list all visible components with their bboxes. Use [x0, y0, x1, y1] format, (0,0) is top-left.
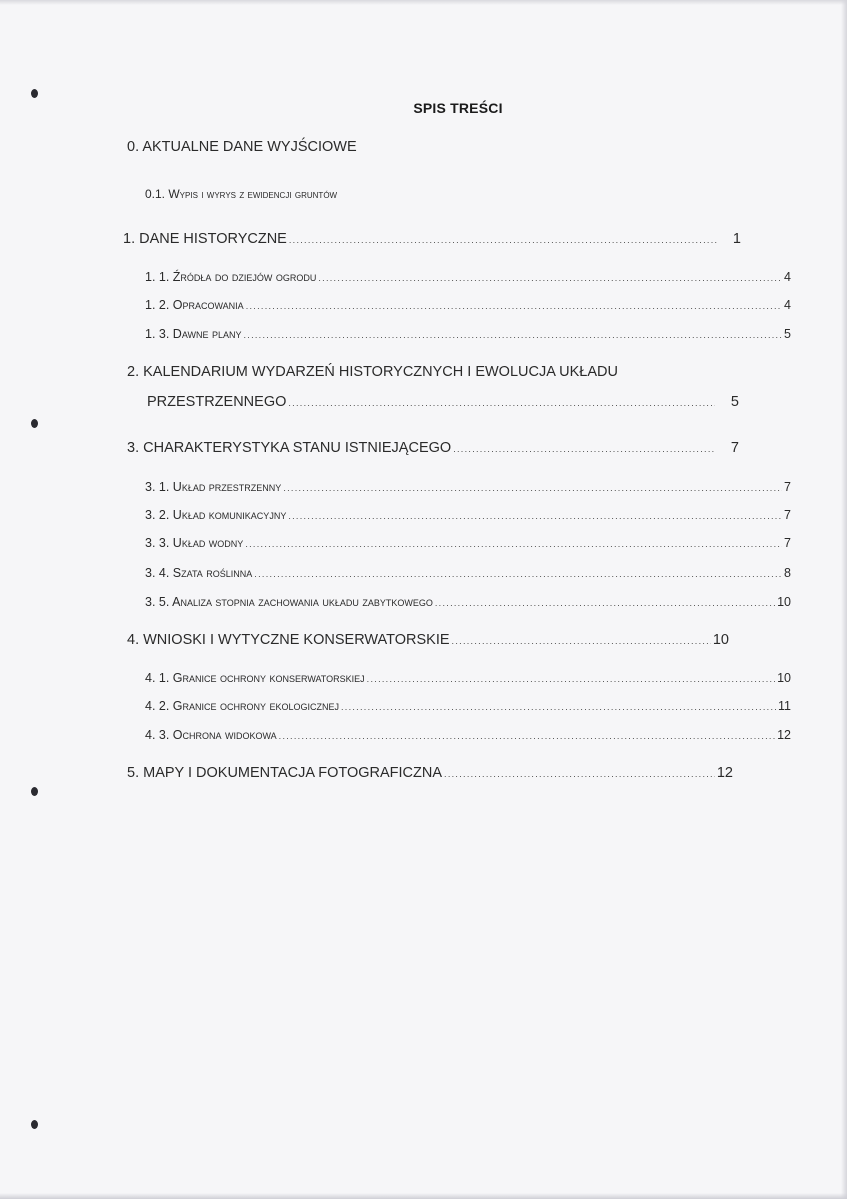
toc-leader-dots: [243, 330, 782, 340]
toc-leader-dots: [367, 674, 775, 684]
toc-page-number: 7: [784, 480, 791, 494]
toc-entry-section-4-3: [145, 728, 791, 742]
toc-entry-text: 1. 2. Opracowania: [145, 298, 244, 312]
toc-page-number: 10: [712, 632, 729, 648]
toc-leader-dots: [318, 273, 782, 283]
toc-page-number: 4: [784, 270, 791, 284]
toc-leader-dots: [435, 598, 775, 608]
toc-entry-text: 5. MAPY I DOKUMENTACJA FOTOGRAFICZNA: [127, 765, 443, 781]
toc-leader-dots: [288, 511, 782, 521]
toc-entry-text: 3. 5. Analiza stopnia zachowania układu zabytkowego: [145, 595, 433, 609]
page-title: SPIS TREŚCI: [413, 100, 503, 116]
toc-page-number: 12: [777, 728, 791, 742]
toc-page-number: 10: [777, 671, 791, 685]
toc-entry-text: 3. 2. Układ komunikacyjny: [145, 508, 287, 522]
toc-page-number: 10: [777, 595, 791, 609]
toc-entry-section-3-5: [145, 595, 791, 609]
toc-entry-section-3-4: [145, 566, 791, 580]
scan-edge-bottom: [0, 1193, 847, 1199]
toc-entry-text: 1. 3. Dawne plany: [145, 327, 242, 341]
toc-entry-text: 4. 3. Ochrona widokowa: [145, 728, 277, 742]
toc-page-number: 7: [730, 440, 739, 456]
punch-hole-mark: [31, 787, 38, 796]
toc-page-number: 12: [716, 765, 733, 781]
toc-entry-text: 3. 1. Układ przestrzenny: [145, 480, 282, 494]
toc-leader-dots: [246, 301, 782, 311]
toc-entry-section-1-2: [145, 298, 791, 312]
toc-entry-section-3: [127, 440, 739, 456]
scan-edge-right: [841, 0, 847, 1199]
toc-entry-text: 1. DANE HISTORYCZNE: [123, 231, 287, 247]
toc-entry-section-1-3: [145, 327, 791, 341]
toc-entry-text: 0. AKTUALNE DANE WYJŚCIOWE: [127, 139, 357, 155]
toc-entry-section-1: [123, 231, 741, 247]
toc-entry-section-3-2: [145, 508, 791, 522]
toc-entry-text: 4. WNIOSKI I WYTYCZNE KONSERWATORSKIE: [127, 632, 450, 648]
toc-page-number: 11: [778, 699, 791, 713]
toc-entry-section-4-2: [145, 699, 791, 713]
toc-page-number: 5: [730, 394, 739, 410]
toc-entry-section-2-cont: [147, 394, 739, 410]
toc-entry-section-2: [127, 364, 618, 380]
toc-entry-text: 1. 1. Źródła do dziejów ogrodu: [145, 270, 317, 284]
toc-entry-section-5: [127, 765, 733, 781]
toc-entry-text: 3. CHARAKTERYSTYKA STANU ISTNIEJĄCEGO: [127, 440, 452, 456]
scan-edge-top: [0, 0, 847, 5]
toc-leader-dots: [452, 636, 711, 646]
toc-leader-dots: [453, 444, 715, 454]
toc-page-number: 4: [784, 298, 791, 312]
toc-leader-dots: [289, 235, 717, 245]
toc-page-number: 7: [784, 508, 791, 522]
punch-hole-mark: [31, 1120, 38, 1129]
toc-entry-text: 3. 3. Układ wodny: [145, 536, 244, 550]
punch-hole-mark: [31, 419, 38, 428]
toc-entry-section-3-3: [145, 536, 791, 550]
toc-leader-dots: [341, 702, 776, 712]
toc-entry-section-0: [127, 139, 357, 155]
toc-page-number: 7: [784, 536, 791, 550]
toc-entry-section-1-1: [145, 270, 791, 284]
toc-page-number: 1: [732, 231, 741, 247]
toc-leader-dots: [444, 769, 715, 779]
toc-entry-text: 4. 2. Granice ochrony ekologicznej: [145, 699, 339, 713]
toc-entry-text: 4. 1. Granice ochrony konserwatorskiej: [145, 671, 365, 685]
toc-page-number: 5: [784, 327, 791, 341]
toc-leader-dots: [279, 731, 775, 741]
punch-hole-mark: [31, 89, 38, 98]
toc-leader-dots: [245, 539, 782, 549]
toc-entry-text: 2. KALENDARIUM WYDARZEŃ HISTORYCZNYCH I EWOLUCJA UKŁADU: [127, 364, 618, 380]
toc-entry-section-4-1: [145, 671, 791, 685]
toc-leader-dots: [288, 398, 715, 408]
toc-entry-section-4: [127, 632, 729, 648]
toc-page-number: 8: [784, 566, 791, 580]
toc-entry-section-0-1: [145, 187, 337, 201]
toc-leader-dots: [283, 483, 782, 493]
toc-entry-section-3-1: [145, 480, 791, 494]
toc-entry-text: 3. 4. Szata roślinna: [145, 566, 253, 580]
toc-entry-text: 0.1. Wypis i wyrys z ewidencji gruntów: [145, 187, 338, 201]
toc-entry-text: PRZESTRZENNEGO: [147, 394, 287, 410]
toc-leader-dots: [254, 569, 782, 579]
